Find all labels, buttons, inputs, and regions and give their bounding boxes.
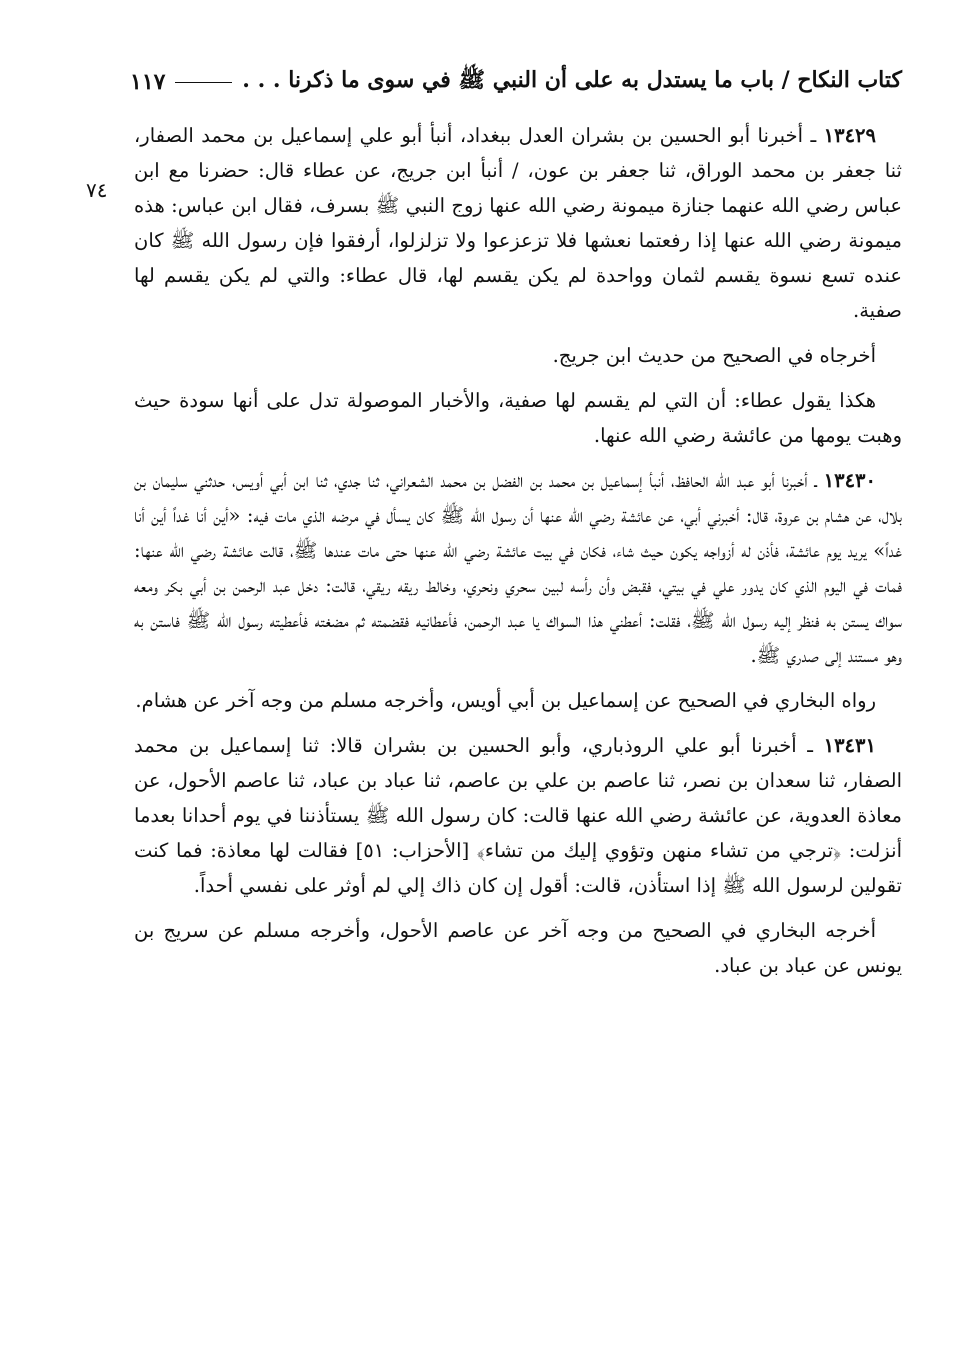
hadith-text: ـ أخبرنا أبو الحسين بن بشران العدل ببغداد، أنبأ أبو علي إسماعيل بن محمد الصفار، ثنا جعفر بن محمد الوراق، ثنا جعفر بن عون، / أنبأ ابن جريج، عن عطاء قال: حضرنا مع ابن عباس رضي الله عنهما جنازة ميمونة رضي الله عنها زوج النبي ﷺ بسرف، فقال ابن عباس: هذه ميمونة رضي الله عنها إذا رفعتما نعشها فلا تزعزعوا ولا تزلزلوا، أرفقوا فإن رسول الله ﷺ كان عنده تسع نسوة يقسم لثمان وواحدة لم يكن يقسم لها، قال عطاء: والتي لم يكن يقسم لها صفية. xyxy=(134,124,902,322)
running-header xyxy=(130,62,902,102)
margin-manuscript-number: ٧٤ xyxy=(86,178,108,202)
commentary-paragraph xyxy=(134,913,902,983)
hadith-text: ـ أخبرنا أبو علي الروذباري، وأبو الحسين بن بشران قالا: ثنا إسماعيل بن محمد الصفار، ثنا سعدان بن نصر، ثنا عاصم بن علي بن عاصم، ثنا عباد بن عباد، ثنا عاصم الأحول، عن معاذة العدوية، عن عائشة رضي الله عنها قالت: كان رسول الله ﷺ يستأذننا في يوم أحدانا بعدما أنزلت: ﴿ترجي من تشاء منهن وتؤوي إليك من تشاء﴾ [الأحزاب: ٥١] فقالت لها معاذة: فما كنت تقولين لرسول الله ﷺ إذا استأذن، قالت: أقول إن كان ذاك إلي لم أوثر على نفسي أحداً. xyxy=(134,734,902,897)
header-rule xyxy=(175,82,232,83)
commentary-paragraph xyxy=(134,338,902,373)
commentary-text: رواه البخاري في الصحيح عن إسماعيل بن أبي أويس، وأخرجه مسلم من وجه آخر عن هشام. xyxy=(135,689,876,712)
commentary-paragraph xyxy=(134,683,902,718)
commentary-text: هكذا يقول عطاء: أن التي لم يقسم لها صفية، والأخبار الموصولة تدل على أنها سودة حيث وهبت يومها من عائشة رضي الله عنها. xyxy=(134,389,902,447)
commentary-text: أخرجه البخاري في الصحيح من وجه آخر عن عاصم الأحول، وأخرجه مسلم عن سريج بن يونس عن عباد بن عباد. xyxy=(134,919,902,977)
hadith-text: ـ أخبرنا أبو عبد الله الحافظ، أنبأ إسماعيل بن محمد بن الفضل بن محمد الشعراني، ثنا جدي، ثنا ابن أبي أويس، حدثني سليمان بن بلال، عن هشام بن عروة، قال: أخبرني أبي، عن عائشة رضي الله عنها أن رسول الله ﷺ كان يسأل في مرضه الذي مات فيه: «أين أنا غداً أين أنا غداً» يريد يوم عائشة، فأذن له أزواجه يكون حيث شاء، فكان في بيت عائشة رضي الله عنها حتى مات عندها ﷺ، قالت عائشة رضي الله عنها: فمات في اليوم الذي كان يدور علي في بيتي، فقبض وأن رأسه لبين سحري ونحري، وخالط ريقه ريقي، قالت: دخل عبد الرحمن بن أبي بكر ومعه سواك يستن به فنظر إليه رسول الله ﷺ، فقلت: أعطني هذا السواك يا عبد الرحمن، فأعطانيه فقضمته ثم مضغته فأعطيته رسول الله ﷺ فاستن به وهو مستند إلى صدري ﷺ. xyxy=(134,469,902,667)
hadith-number: ١٣٤٣١ xyxy=(823,734,876,757)
hadith-paragraph xyxy=(134,463,902,673)
hadith-number: ١٣٤٢٩ xyxy=(823,124,876,147)
page-body xyxy=(134,118,902,993)
page-number: ١١٧ xyxy=(130,69,166,95)
commentary-text: أخرجاه في الصحيح من حديث ابن جريج. xyxy=(552,344,876,367)
hadith-paragraph xyxy=(134,118,902,328)
commentary-paragraph xyxy=(134,383,902,453)
hadith-number: ١٣٤٣٠ xyxy=(823,469,877,492)
hadith-paragraph xyxy=(134,728,902,903)
chapter-title: كتاب النكاح / باب ما يستدل به على أن النبي ﷺ في سوى ما ذكرنا . . . xyxy=(242,67,902,93)
